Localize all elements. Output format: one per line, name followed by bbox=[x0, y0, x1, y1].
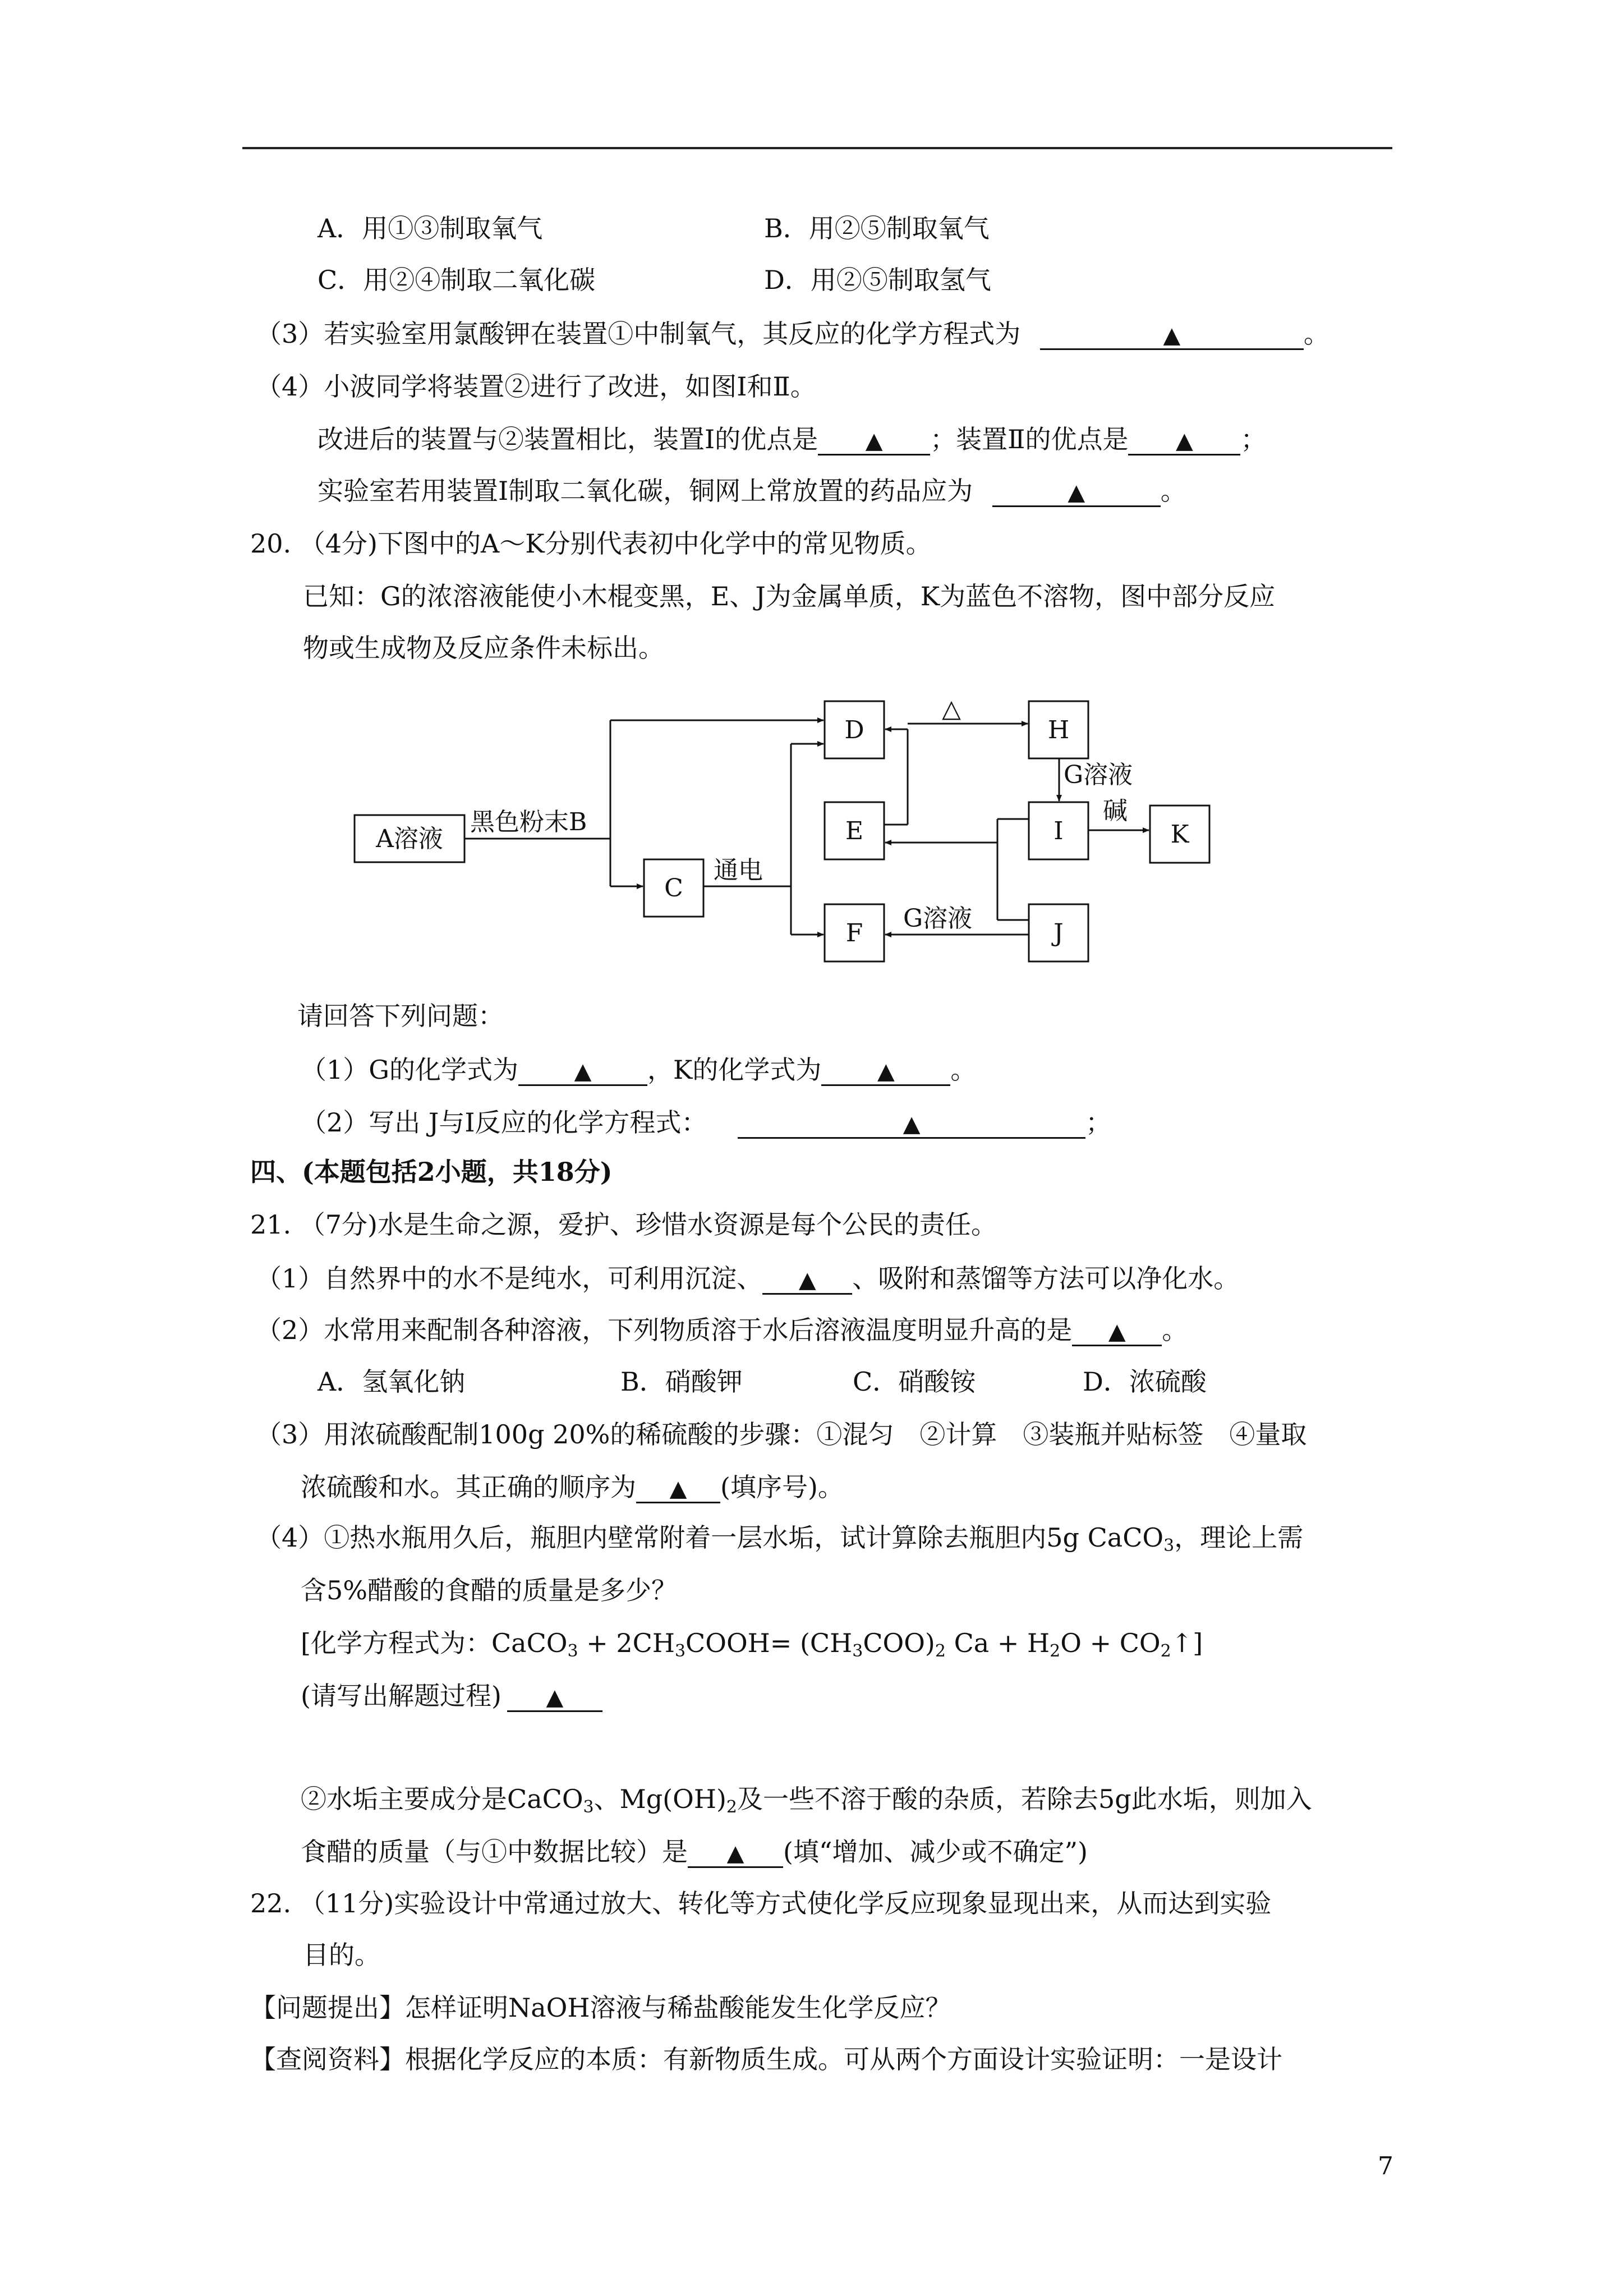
equation-end: ] bbox=[1193, 1628, 1203, 1658]
option-a: A．用①③制取氧气 bbox=[318, 213, 543, 243]
q21-part4-line1: （4）①热水瓶用久后，瓶胆内壁常附着一层水垢，试计算除去瓶胆内5g CaCO$_3$，理论上需 bbox=[256, 1522, 1304, 1556]
section-four-heading: 四、(本题包括2小题，共18分) bbox=[250, 1157, 613, 1187]
chemical-equation: [化学方程式为：CaCO$_3$ + $2CH_3COOH= (CH_3COO)_2$ $Ca + H_2O$ + $CO_2↑$] bbox=[301, 1628, 1203, 1661]
answer-blank[interactable] bbox=[762, 1264, 852, 1295]
q19-part4-text-d: 实验室若用装置Ⅰ制取二氧化碳，铜网上常放置的药品应为 bbox=[318, 476, 973, 506]
q20-part1 bbox=[301, 1056, 976, 1086]
q21-option-a: A．氢氧化钠 bbox=[318, 1366, 466, 1397]
q21-part1 bbox=[256, 1264, 1239, 1295]
q21-part4-line2: 含5%醋酸的食醋的质量是多少？ bbox=[301, 1575, 677, 1605]
q20-part1-text-b: ，K的化学式为 bbox=[647, 1055, 822, 1085]
label-g-solution-top: G溶液 bbox=[1064, 761, 1133, 789]
q20-part2-text-b: ； bbox=[1085, 1107, 1112, 1138]
label-black-powder: 黑色粉末B bbox=[470, 808, 587, 836]
q19-part3-end: 。 bbox=[1303, 319, 1329, 349]
page-number: 7 bbox=[1378, 2152, 1393, 2180]
answer-blank[interactable] bbox=[992, 477, 1161, 507]
q21-part3-line2 bbox=[301, 1473, 844, 1503]
q21-part5-text-a: ②水垢主要成分是CaCO bbox=[301, 1784, 583, 1814]
node-j-label: J bbox=[1053, 919, 1064, 947]
q19-part3 bbox=[256, 320, 1329, 350]
reaction-flow-diagram bbox=[348, 696, 1234, 976]
q20-part2 bbox=[301, 1108, 1111, 1139]
q19-part4-line3 bbox=[318, 477, 1186, 507]
triangle-marker-icon: ▲ bbox=[1068, 480, 1085, 505]
answer-blank[interactable] bbox=[1072, 1316, 1162, 1346]
q21-part5-line2 bbox=[301, 1838, 1088, 1868]
node-f-label: F bbox=[845, 919, 863, 947]
triangle-marker-icon: ▲ bbox=[1108, 1319, 1126, 1345]
q20-part1-text-c: 。 bbox=[950, 1055, 977, 1085]
answer-blank[interactable] bbox=[821, 1056, 950, 1086]
answer-blank[interactable] bbox=[507, 1682, 602, 1712]
q19-part4-text-a: 改进后的装置与②装置相比，装置Ⅰ的优点是 bbox=[318, 424, 818, 454]
q19-part4-text-b: ；装置Ⅱ的优点是 bbox=[930, 424, 1129, 454]
q21-part4-text-a: （4）①热水瓶用久后，瓶胆内壁常附着一层水垢，试计算除去瓶胆内5g CaCO bbox=[256, 1522, 1164, 1553]
q22-research: 【查阅资料】根据化学反应的本质：有新物质生成。可从两个方面设计实验证明：一是设计 bbox=[250, 2044, 1282, 2074]
q21-part2 bbox=[256, 1316, 1188, 1346]
label-electrolysis: 通电 bbox=[714, 856, 763, 885]
q21-part5-text-a2: 、Mg(OH) bbox=[594, 1784, 726, 1814]
q19-part4-line2 bbox=[318, 425, 1266, 455]
label-alkali: 碱 bbox=[1103, 797, 1128, 825]
triangle-marker-icon: ▲ bbox=[877, 1059, 895, 1084]
q21-part2-text-a: （2）水常用来配制各种溶液，下列物质溶于水后溶液温度明显升高的是 bbox=[256, 1315, 1073, 1345]
q21-option-b: B．硝酸钾 bbox=[620, 1366, 743, 1397]
q19-part4-intro: （4）小波同学将装置②进行了改进，如图Ⅰ和Ⅱ。 bbox=[256, 371, 816, 402]
node-e-label: E bbox=[845, 817, 864, 845]
node-i-label: I bbox=[1053, 817, 1064, 845]
q21-part5-text-b: 食醋的质量（与①中数据比较）是 bbox=[301, 1837, 688, 1867]
q20-heading: 20. （4分)下图中的A～K分别代表初中化学中的常见物质。 bbox=[250, 528, 932, 559]
answer-blank[interactable] bbox=[636, 1473, 720, 1503]
option-c: C．用②④制取二氧化碳 bbox=[318, 265, 596, 295]
q22-heading-line2: 目的。 bbox=[303, 1940, 380, 1970]
q21-part4-line3 bbox=[301, 1682, 602, 1712]
q22-heading: 22. （11分)实验设计中常通过放大、转化等方式使化学反应现象显现出来，从而达到实验 bbox=[250, 1888, 1272, 1918]
equation-label: [化学方程式为： bbox=[301, 1628, 491, 1658]
triangle-marker-icon: ▲ bbox=[669, 1476, 687, 1502]
node-d-label: D bbox=[844, 716, 864, 744]
q21-option-c: C．硝酸铵 bbox=[853, 1366, 976, 1397]
q19-part4-text-e: 。 bbox=[1160, 476, 1186, 506]
node-a-label: A溶液 bbox=[376, 825, 443, 853]
triangle-marker-icon: ▲ bbox=[798, 1267, 816, 1293]
answer-blank[interactable] bbox=[818, 425, 930, 455]
q20-known-line1: 已知：G的浓溶液能使小木棍变黑，E、J为金属单质，K为蓝色不溶物，图中部分反应 bbox=[303, 581, 1276, 611]
node-c-label: C bbox=[664, 874, 683, 903]
label-g-solution-bottom: G溶液 bbox=[903, 904, 973, 933]
q21-part1-text-b: 、吸附和蒸馏等方法可以净化水。 bbox=[852, 1263, 1240, 1294]
answer-blank[interactable] bbox=[738, 1108, 1085, 1139]
triangle-marker-icon: ▲ bbox=[546, 1685, 564, 1710]
q21-option-d: D．浓硫酸 bbox=[1083, 1366, 1207, 1397]
q21-part5-text-a3: 及一些不溶于酸的杂质，若除去5g此水垢，则加入 bbox=[737, 1784, 1312, 1814]
answer-blank[interactable] bbox=[1040, 320, 1304, 350]
triangle-marker-icon: ▲ bbox=[574, 1059, 592, 1084]
triangle-marker-icon: ▲ bbox=[865, 428, 883, 454]
q21-part3-text-b: 浓硫酸和水。其正确的顺序为 bbox=[301, 1472, 636, 1502]
q21-part3-text-c: (填序号)。 bbox=[720, 1472, 844, 1502]
q21-part5-line1: ②水垢主要成分是CaCO$_3$、$Mg(OH)_2$及一些不溶于酸的杂质，若除去5g此水垢，则加入 bbox=[301, 1784, 1312, 1817]
triangle-marker-icon: ▲ bbox=[903, 1111, 921, 1137]
q21-part4-text-c: (请写出解题过程) bbox=[301, 1681, 502, 1711]
q21-part2-text-b: 。 bbox=[1162, 1315, 1188, 1345]
node-h-label: H bbox=[1047, 716, 1070, 744]
q19-part4-text-c: ； bbox=[1240, 424, 1267, 454]
q20-part1-text-a: （1）G的化学式为 bbox=[301, 1055, 519, 1085]
option-d: D．用②⑤制取氢气 bbox=[764, 265, 991, 295]
q21-part4-text-a2: ，理论上需 bbox=[1174, 1522, 1304, 1553]
heat-triangle-icon: △ bbox=[942, 696, 961, 723]
triangle-marker-icon: ▲ bbox=[726, 1841, 744, 1866]
q20-ask: 请回答下列问题： bbox=[297, 1001, 504, 1031]
answer-blank[interactable] bbox=[518, 1056, 647, 1086]
triangle-marker-icon: ▲ bbox=[1176, 428, 1193, 454]
option-b: B．用②⑤制取氧气 bbox=[764, 213, 990, 243]
node-k-label: K bbox=[1170, 820, 1189, 849]
q22-problem: 【问题提出】怎样证明NaOH溶液与稀盐酸能发生化学反应？ bbox=[250, 1993, 951, 2023]
q21-part5-text-c: (填“增加、减少或不确定”) bbox=[783, 1837, 1088, 1867]
header-rule bbox=[242, 147, 1392, 149]
q21-part3-line1: （3）用浓硫酸配制100g 20%的稀硫酸的步骤：①混匀 ②计算 ③装瓶并贴标签 ④量取 bbox=[256, 1419, 1307, 1450]
answer-blank[interactable] bbox=[688, 1838, 783, 1868]
q21-part1-text-a: （1）自然界中的水不是纯水，可利用沉淀、 bbox=[256, 1263, 763, 1294]
q21-heading: 21. （7分)水是生命之源，爱护、珍惜水资源是每个公民的责任。 bbox=[250, 1209, 997, 1240]
q19-part3-text: （3）若实验室用氯酸钾在装置①中制氧气，其反应的化学方程式为 bbox=[256, 319, 1021, 349]
q20-known-line2: 物或生成物及反应条件未标出。 bbox=[303, 633, 664, 663]
triangle-marker-icon: ▲ bbox=[1163, 323, 1181, 348]
q20-part2-text-a: （2）写出 J与I反应的化学方程式： bbox=[301, 1107, 707, 1138]
answer-blank[interactable] bbox=[1128, 425, 1240, 455]
